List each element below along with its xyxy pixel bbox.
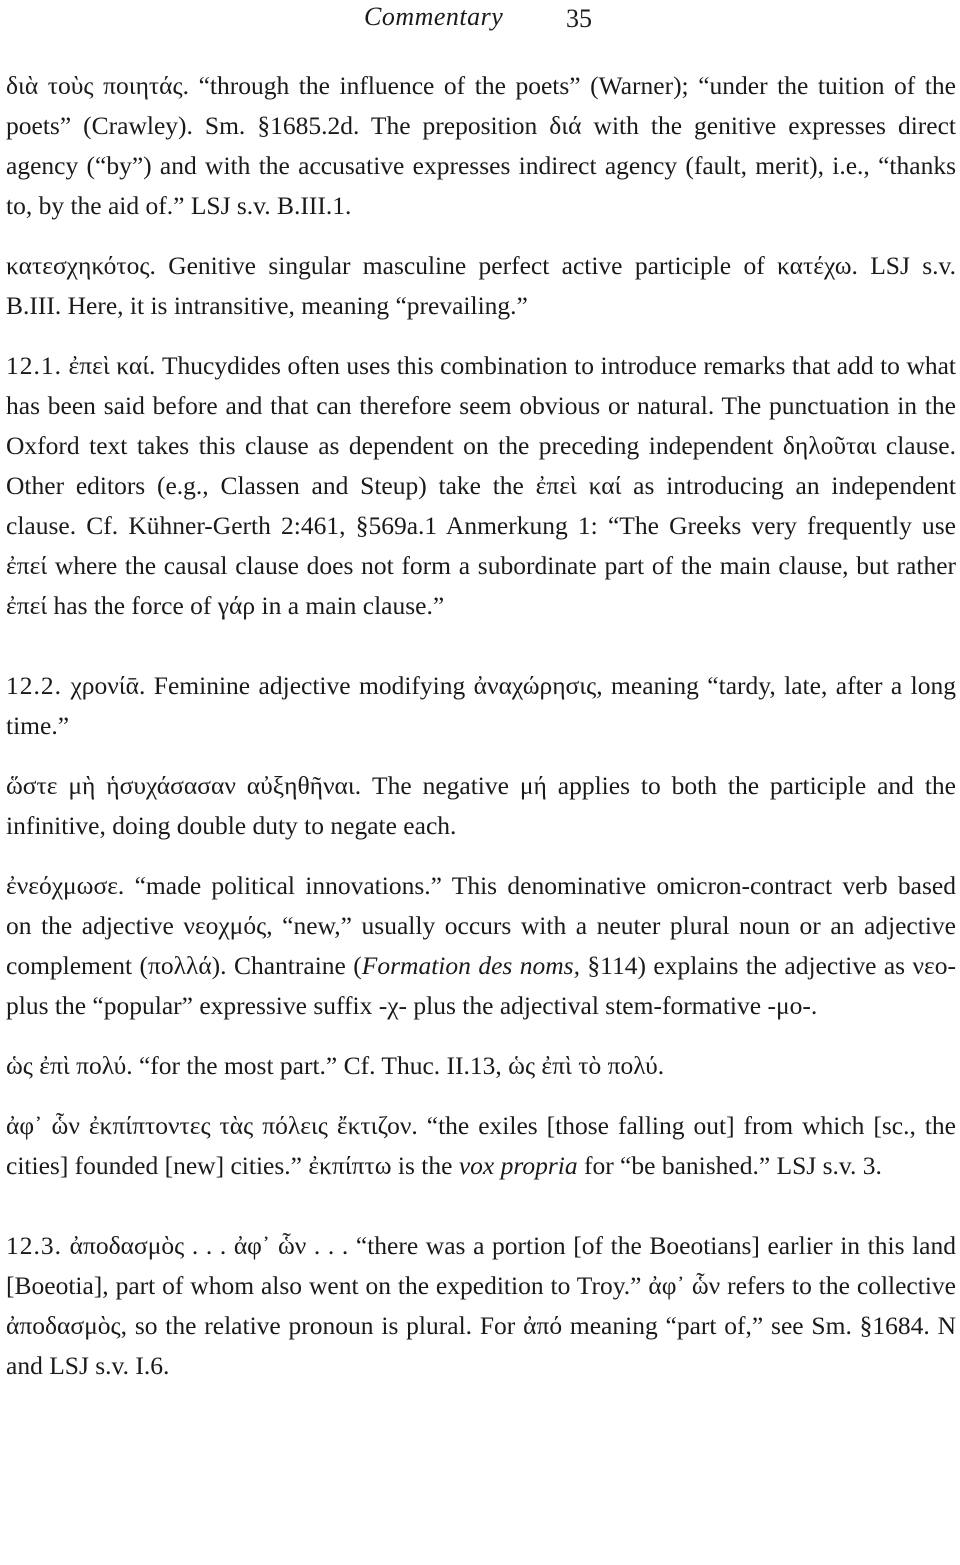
lemma: διὰ τοὺς ποιητάς.	[6, 71, 189, 100]
lemma: ἀποδασμὸς . . . ἀφ᾽ ὧν . . .	[69, 1231, 349, 1260]
section-number: 12.1.	[6, 351, 62, 380]
entry-text: Genitive singular masculine perfect active participle of κατέχω. LSJ s.v. B.III. Here, it is intransitive, meaning “prevailing.”	[6, 251, 956, 320]
entry-text: Thucydides often uses this combination to introduce remarks that add to what has been said before and that can therefore seem obvious or natural. The punctuation in the Oxford text takes this clause as dependent on the preceding independent δηλοῦται clause. Other editors (e.g., Classen and Steup) take the ἐπεὶ καί as introducing an independent clause. Cf. Kühner-Gerth 2:461, §569a.1 Anmerkung 1: “The Greeks very frequently use ἐπεί where the causal clause does not form a subordinate part of the main clause, but rather ἐπεί has the force of γάρ in a main clause.”	[6, 351, 957, 620]
spacer	[6, 846, 956, 866]
lemma: ἀφ᾽ ὧν ἐκπίπτοντες τὰς πόλεις ἔκτιζον.	[6, 1111, 418, 1140]
spacer	[6, 1086, 956, 1106]
spacer	[6, 746, 956, 766]
spacer	[6, 1026, 956, 1046]
commentary-entry	[6, 1226, 956, 1386]
spacer	[6, 326, 956, 346]
running-head: Commentary	[364, 2, 504, 31]
entry-text: “the exiles [those falling out] from which [sc., the cities] founded [new] cities.” ἐκπίπτω is the	[6, 1111, 956, 1180]
lemma: ἐπεὶ καί.	[68, 351, 156, 380]
entry-text: “made political innovations.” This denominative omicron-contract verb based on the adjective νεοχμός, “new,” usually occurs with a neuter plural noun or an adjective complement (πολλά). Chantraine (	[6, 871, 956, 980]
commentary-body	[6, 66, 956, 1386]
spacer	[6, 226, 956, 246]
entry-text: Feminine adjective modifying ἀναχώρησις, meaning “tardy, late, after a long time.”	[6, 671, 956, 740]
page-number: 35	[566, 4, 592, 33]
lemma: ὥστε μὴ ἡσυχάσασαν αὐξηθῆναι.	[6, 771, 362, 800]
spacer	[6, 626, 956, 666]
entry-text: The negative μή applies to both the participle and the infinitive, doing double duty to negate each.	[6, 771, 956, 840]
entry-text: “through the influence of the poets” (Warner); “under the tuition of the poets” (Crawley). Sm. §1685.2d. The preposition διά with the genitive expresses direct agency (“by”) and with the accusative expresses indirect agency (fault, merit), i.e., “thanks to, by the aid of.” LSJ s.v. B.III.1.	[6, 71, 956, 220]
lemma: ὡς ἐπὶ πολύ.	[6, 1051, 133, 1080]
commentary-entry	[6, 866, 956, 1026]
spacer	[6, 1186, 956, 1226]
commentary-entry	[6, 666, 956, 746]
entry-text-continued: §114) explains the adjective as νεο- plus the “popular” expressive suffix -χ- plus the adjectival stem-formative -μο-.	[6, 951, 957, 1020]
lemma: κατεσχηκότος.	[6, 251, 156, 280]
commentary-entry	[6, 66, 956, 226]
entry-text: “there was a portion [of the Boeotians] earlier in this land [Boeotia], part of whom also went on the expedition to Troy.” ἀφ᾽ ὧν refers to the collective ἀποδασμὸς, so the relative pronoun is plural. For ἀπό meaning “part of,” see Sm. §1684. N and LSJ s.v. I.6.	[6, 1231, 957, 1380]
page-header	[0, 0, 960, 40]
commentary-entry	[6, 246, 956, 326]
latin-term: vox propria	[458, 1151, 578, 1180]
commentary-entry	[6, 1046, 956, 1086]
section-number: 12.2.	[6, 671, 62, 700]
book-title: Formation des noms,	[361, 951, 580, 980]
commentary-entry	[6, 1106, 956, 1186]
section-number: 12.3.	[6, 1231, 62, 1260]
lemma: χρονίᾱ.	[70, 671, 146, 700]
entry-text: “for the most part.” Cf. Thuc. II.13, ὡς ἐπὶ τὸ πολύ.	[132, 1051, 665, 1080]
commentary-entry	[6, 346, 956, 626]
commentary-entry	[6, 766, 956, 846]
entry-text-continued: for “be banished.” LSJ s.v. 3.	[577, 1151, 882, 1180]
lemma: ἐνεόχμωσε.	[6, 871, 125, 900]
